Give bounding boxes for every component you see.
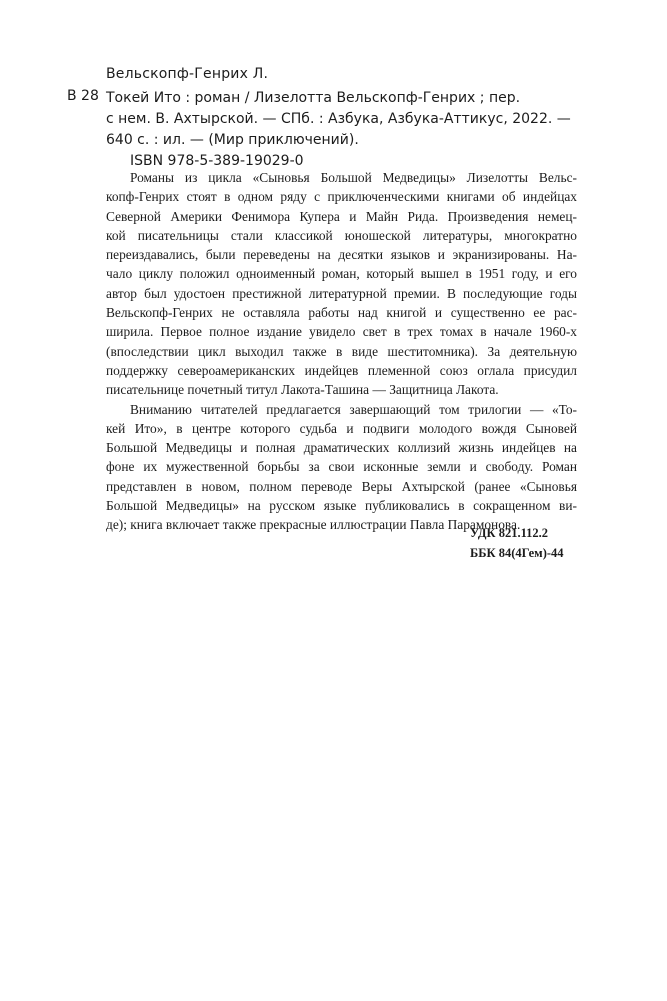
- annotation-line: Вельскопф-Генрих не оставляла работы над книгой и существенно ее рас-: [106, 305, 577, 321]
- annotation-line: писательнице почетный титул Лакота-Ташина — Защитница Лакота.: [106, 382, 499, 398]
- catalog-author-heading: Вельскопф-Генрих Л.: [106, 66, 269, 82]
- annotation-line: Большой Медведицы» на русском языке публиковались в сокращенном ви-: [106, 498, 577, 514]
- annotation-line: копф-Генрих стоят в одном ряду с приключенческими книгами об индейцах: [106, 189, 577, 205]
- annotation-line: чало циклу положил одноименный роман, который вышел в 1951 году, и его: [106, 266, 577, 282]
- classification-indices: [470, 523, 564, 563]
- annotation-line: поддержку североамериканских индейцев племенной союз оглала присудил: [106, 362, 577, 378]
- annotation-line: Романы из цикла «Сыновья Большой Медведицы» Лизелотты Вельс-: [130, 170, 577, 185]
- annotation-line: фоне их мужественной борьбы за свои исконные земли и свободу. Роман: [106, 459, 577, 475]
- annotation-line: представлен в новом, полном переводе Веры Ахтырской (ранее «Сыновья: [106, 478, 577, 494]
- bibliographic-record: [106, 88, 576, 172]
- annotation-paragraph-1: [106, 168, 577, 400]
- annotation-line: Вниманию читателей предлагается завершающий том трилогии — «То-: [130, 401, 577, 417]
- annotation-line: (впоследствии цикл выходил также в виде шеститомника). За деятельную: [106, 343, 577, 359]
- annotation-line: де); книга включает также прекрасные иллюстрации Павла Парамонова.: [106, 517, 521, 533]
- annotation: [106, 168, 577, 535]
- annotation-line: ширила. Первое полное издание увидело свет в трех томах в начале 1960-х: [106, 324, 577, 340]
- annotation-line: Большой Медведицы и полная драматических коллизий жизнь индейцев на: [106, 440, 577, 456]
- record-line: с нем. В. Ахтырской. — СПб. : Азбука, Азбука-Аттикус, 2022. —: [106, 111, 571, 127]
- annotation-line: переиздавались, были переведены на десятки языков и экранизированы. На-: [106, 247, 577, 263]
- bbk-author-code: В 28: [67, 88, 99, 104]
- isbn-line: ISBN 978-5-389-19029-0: [130, 153, 304, 169]
- record-line: Токей Ито : роман / Лизелотта Вельскопф-Генрих ; пер.: [106, 90, 521, 106]
- annotation-line: кой писательницы стали классикой юношеской литературы, многократно: [106, 227, 577, 243]
- bbk-index: ББК 84(4Гем)-44: [470, 546, 564, 560]
- annotation-line: кей Ито», в центре которого судьба и подвиги молодого вождя Сыновей: [106, 420, 577, 436]
- annotation-paragraph-2: [106, 400, 577, 535]
- annotation-line: Северной Америки Фенимора Купера и Майн Рида. Произведения немец-: [106, 208, 577, 224]
- record-line: 640 с. : ил. — (Мир приключений).: [106, 132, 359, 148]
- udk-index: УДК 821.112.2: [470, 526, 549, 540]
- annotation-line: автор был удостоен престижной литературной премии. В последующие годы: [106, 285, 577, 301]
